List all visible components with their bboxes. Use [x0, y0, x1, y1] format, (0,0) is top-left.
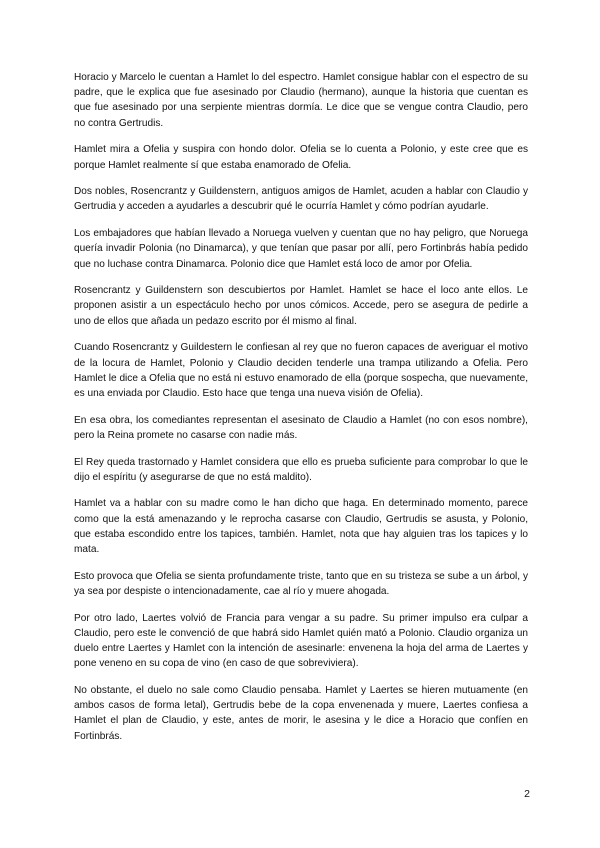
- paragraph: Rosencrantz y Guildenstern son descubiertos por Hamlet. Hamlet se hace el loco ante ellos. Le proponen asistir a un espectáculo hecho por unos cómicos. Accede, pero se asegura de pedirle a uno de ellos que añada un pedazo escrito por él mismo al final.: [74, 285, 528, 327]
- paragraph: Dos nobles, Rosencrantz y Guildenstern, antiguos amigos de Hamlet, acuden a hablar con Claudio y Gertrudia y acceden a ayudarles a descubrir qué le ocurría Hamlet y cómo podrían ayudarle.: [74, 186, 528, 213]
- paragraph: Horacio y Marcelo le cuentan a Hamlet lo del espectro. Hamlet consigue hablar con el espectro de su padre, que le explica que fue asesinado por Claudio (hermano), aunque la historia que cuentan es que fue asesinado por una serpiente mientras dormía. Le dice que se vengue contra Claudio, pero no contra Gertrudis.: [74, 72, 528, 129]
- document-body: [74, 70, 528, 755]
- paragraph: Los embajadores que habían llevado a Noruega vuelven y cuentan que no hay peligro, que Noruega quería invadir Polonia (no Dinamarca), y que tenían que pasar por allí, pero Fortinbrás había pedido que no luchase contra Dinamarca. Polonio dice que Hamlet está loco de amor por Ofelia.: [74, 228, 528, 270]
- paragraph: Hamlet mira a Ofelia y suspira con hondo dolor. Ofelia se lo cuenta a Polonio, y este cree que es porque Hamlet realmente sí que estaba enamorado de Ofelia.: [74, 144, 528, 171]
- paragraph: El Rey queda trastornado y Hamlet considera que ello es prueba suficiente para comprobar lo que le dijo el espíritu (y asegurarse de que no está maldito).: [74, 456, 528, 483]
- paragraph: Por otro lado, Laertes volvió de Francia para vengar a su padre. Su primer impulso era culpar a Claudio, pero este le convenció de que habrá sido Hamlet quién mató a Polonio. Claudio organiza un duelo entre Laertes y Hamlet con la intención de asesinarle: envenena la hoja del arma de Laertes y pone veneno en su copa de vino (en caso de que sobreviviera).: [74, 612, 528, 670]
- paragraph: No obstante, el duelo no sale como Claudio pensaba. Hamlet y Laertes se hieren mutuamente (en ambos casos de forma letal), Gertrudis bebe de la copa envenenada y muere, Laertes confiesa a Hamlet el plan de Claudio, y este, antes de morir, le asesina y le dice a Horacio que confíen en Fortinbrás.: [74, 685, 528, 742]
- paragraph: En esa obra, los comediantes representan el asesinato de Claudio a Hamlet (no con esos nombre), pero la Reina promete no casarse con nadie más.: [74, 414, 528, 441]
- page-number: 2: [524, 788, 530, 800]
- paragraph: Esto provoca que Ofelia se sienta profundamente triste, tanto que en su tristeza se sube a un árbol, y ya sea por despiste o intencionadamente, cae al río y muere ahogada.: [74, 570, 528, 597]
- paragraph: Hamlet va a hablar con su madre como le han dicho que haga. En determinado momento, parece como que la está amenazando y le reprocha casarse con Claudio, Gertrudis se asusta, y Polonio, que estaba escondido entre los tapices, también. Hamlet, nota que hay alguien tras los tapices y lo mata.: [74, 498, 528, 556]
- paragraph: Cuando Rosencrantz y Guildestern le confiesan al rey que no fueron capaces de averiguar el motivo de la locura de Hamlet, Polonio y Claudio deciden tenderle una trampa utilizando a Ofelia. Pero Hamlet le dice a Ofelia que no está ni estuvo enamorado de ella (porque sospecha, que nuevamente, es una enviada por Claudio. Esto hace que tenga una nueva visión de Ofelia).: [74, 342, 528, 399]
